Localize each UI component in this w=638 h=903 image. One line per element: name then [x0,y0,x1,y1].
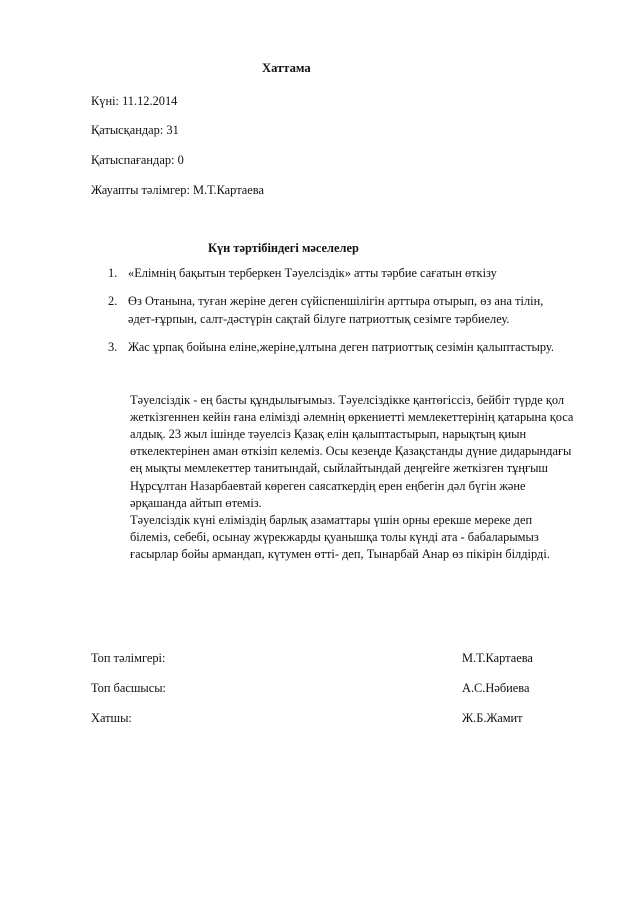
body-line: жеткізгеннен кейін ғана елімізді әлемнің өркениетті мемлекеттерінің қатарына қоса [130,410,574,425]
agenda-item [108,265,588,283]
agenda-item-number: 1. [108,266,118,280]
body-paragraph [130,392,600,563]
body-line: Тәуелсіздік - ең басты құндылығымыз. Тәуелсіздікке қантөгіссіз, бейбіт түрде қол [130,393,565,407]
attendees-line: Қатысқандар: 31 [91,123,179,137]
body-line: әрқашанда айтып өтеміз. [130,495,262,510]
body-line: Тәуелсіздік күні еліміздің барлық азаматтары үшін орны ерекше мереке деп [130,512,533,527]
agenda-item-text: Өз Отанына, туған жеріне деген сүйіспеншілігін арттыра отырып, өз ана тілін, [128,293,544,308]
signature-name-secretary: Ж.Б.Жамит [462,711,523,725]
body-line: ең мықты мемлекеттер танитындай, сыйлайтындай деңгейге жеткізген тұңғыш [130,461,548,476]
body-line: Нұрсұлтан Назарбаевтай көреген саясаткердің ерен еңбегін дәл бүгін және [130,478,526,493]
agenda-list [108,265,588,367]
body-line: өткелектерінен аман өткізіп келеміз. Осы кезеңде Қазақстанды дүние дидарындағы [130,444,572,459]
agenda-item-text: «Елімнің бақытын терберкен Тәуелсіздік» атты тәрбие сағатын өткізу [128,266,497,280]
signature-name-head: А.С.Нәбиева [462,681,530,695]
document-title: Хаттама [262,61,311,75]
agenda-item-number: 3. [108,339,118,354]
agenda-item-text: әдет-ғұрпын, салт-дәстүрін сақтай білуге патриоттық сезімге тәрбиелеу. [128,311,510,326]
absent-line: Қатыспағандар: 0 [91,153,184,167]
agenda-item-text: Жас ұрпақ бойына еліне,жеріне,ұлтына деген патриоттық сезімін қалыптастыру. [128,339,554,354]
agenda-item [108,293,588,329]
signature-label-secretary: Хатшы: [91,711,132,725]
agenda-item-number: 2. [108,293,118,308]
signature-label-mentor: Топ тәлімгері: [91,651,166,665]
body-line: білеміз, себебі, осынау жүрекжарды қуанышқа толы күнді ата - бабаларымыз [130,529,539,544]
agenda-item [108,339,588,357]
body-line: ғасырлар бойы армандап, күтумен өтті- деп, Тынарбай Анар өз пікірін білдірді. [130,546,550,561]
agenda-title: Күн тәртібіндегі мәселелер [208,241,359,255]
signature-name-mentor: М.Т.Картаева [462,651,533,665]
signature-label-head: Топ басшысы: [91,681,166,695]
date-line: Күні: 11.12.2014 [91,94,178,108]
body-line: алдық. 23 жыл ішінде тәуелсіз Қазақ елін қалыптастырып, нарықтың қиын [130,427,527,442]
responsible-line: Жауапты тәлімгер: М.Т.Картаева [91,183,264,197]
